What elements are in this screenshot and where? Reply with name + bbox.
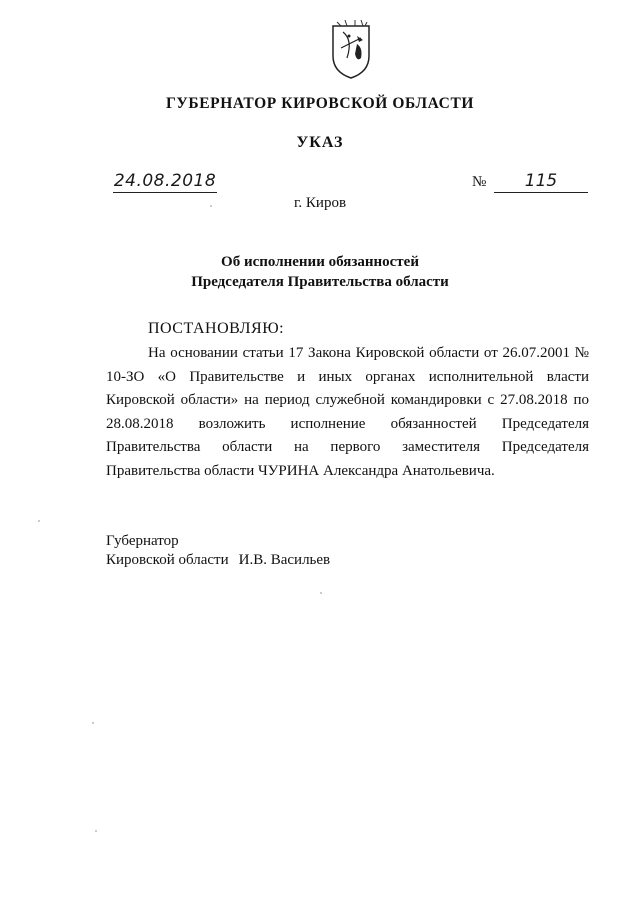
- document-date: 24.08.2018: [113, 171, 217, 191]
- body-paragraph: На основании статьи 17 Закона Кировской области от 26.07.2001 № 10-ЗО «О Правительстве и иных органах исполнительной власти Кировской области» на период служебной командировки с 27.08.2018 по 28.08.2018 возложить исполнение обязанностей Председателя Правительства области на первого заместителя Председателя Правительства области ЧУРИНА Александра Анатольевича.: [106, 345, 589, 479]
- document-number: 115: [494, 170, 588, 193]
- signer-name: И.В. Васильев: [238, 552, 331, 568]
- signer-title-line-1: Губернатор: [106, 533, 179, 549]
- issuing-authority: ГУБЕРНАТОР КИРОВСКОЙ ОБЛАСТИ: [165, 95, 475, 112]
- signer-title-region: Кировской области: [106, 552, 229, 568]
- scan-speck: [92, 722, 94, 724]
- document-type: УКАЗ: [296, 134, 344, 151]
- signer-title-line-2: [106, 551, 330, 570]
- scan-speck: [320, 592, 322, 594]
- scan-speck: [38, 520, 40, 522]
- coat-of-arms-emblem: [327, 18, 375, 80]
- subject-line-1: Об исполнении обязанностей: [221, 254, 419, 270]
- signature-block: [106, 532, 330, 570]
- number-label: №: [472, 174, 487, 190]
- city: г. Киров: [293, 195, 347, 211]
- decree-word: ПОСТАНОВЛЯЮ:: [148, 320, 285, 337]
- subject-heading: [0, 252, 640, 292]
- subject-line-2: Председателя Правительства области: [191, 274, 449, 290]
- scan-speck: [95, 830, 97, 832]
- scan-speck: [210, 205, 212, 207]
